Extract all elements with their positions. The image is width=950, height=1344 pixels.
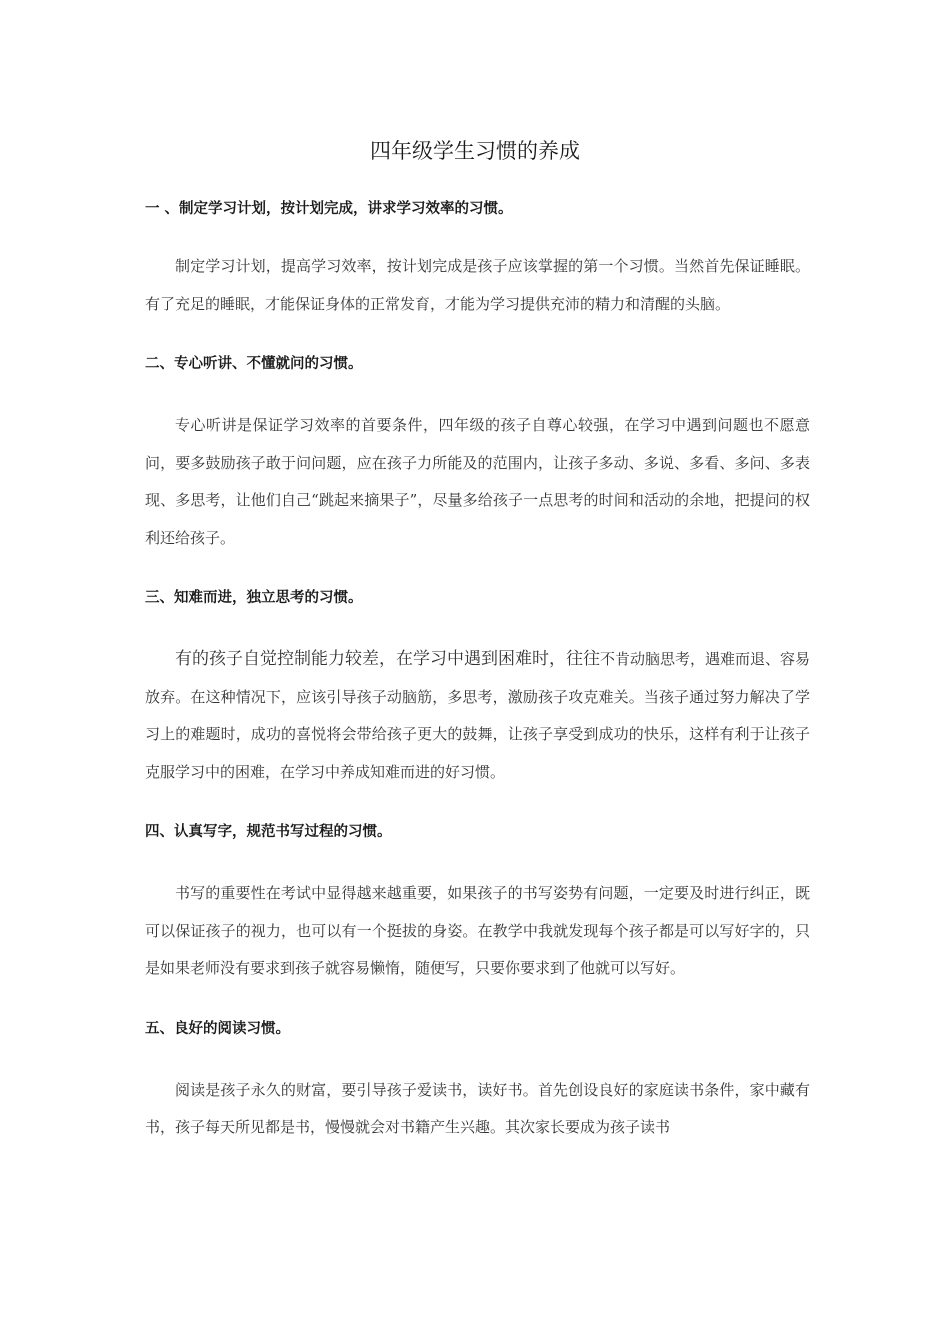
document-title: 四年级学生习惯的养成: [370, 139, 580, 163]
section-heading-1: 一 、制定学习计划，按计划完成，讲求学习效率的习惯。: [145, 201, 513, 217]
section-heading-5: 五、良好的阅读习惯。: [145, 1020, 290, 1037]
section-heading-3: 三、知难而进，独立思考的习惯。: [145, 590, 363, 606]
section-paragraph-3: [145, 641, 810, 791]
section-paragraph-3-lead: 有的孩子自觉控制能力较差，在学习中遇到困难时，往往: [175, 649, 600, 669]
section-paragraph-1: 制定学习计划，提高学习效率，按计划完成是孩子应该掌握的第一个习惯。当然首先保证睡眠。有了充足的睡眠，才能保证身体的正常发育，才能为学习提供充沛的精力和清醒的头脑。: [145, 257, 810, 313]
section-heading-4: 四、认真写字，规范书写过程的习惯。: [145, 824, 392, 840]
section-paragraph-2: 专心听讲是保证学习效率的首要条件，四年级的孩子自尊心较强，在学习中遇到问题也不愿意问，要多鼓励孩子敢于问问题，应在孩子力所能及的范围内，让孩子多动、多说、多看、多问、多表现、多思考，让他们自己“跳起来摘果子”，尽量多给孩子一点思考的时间和活动的余地，把提问的权利还给孩子。: [145, 416, 810, 547]
section-paragraph-3-rest: 不肯动脑思考，遇难而退、容易放弃。在这种情况下，应该引导孩子动脑筋，多思考，激励孩子攻克难关。当孩子通过努力解决了学习上的难题时，成功的喜悦将会带给孩子更大的鼓舞，让孩子享受到成功的快乐，这样有利于让孩子克服学习中的困难，在学习中养成知难而进的好习惯。: [145, 650, 811, 781]
section-heading-2: 二、专心听讲、不懂就问的习惯。: [145, 356, 363, 372]
section-paragraph-4: 书写的重要性在考试中显得越来越重要，如果孩子的书写姿势有问题，一定要及时进行纠正，既可以保证孩子的视力，也可以有一个挺拔的身姿。在教学中我就发现每个孩子都是可以写好字的，只是如果老师没有要求到孩子就容易懒惰，随便写，只要你要求到了他就可以写好。: [145, 884, 810, 977]
section-paragraph-5: 阅读是孩子永久的财富，要引导孩子爱读书，读好书。首先创设良好的家庭读书条件，家中藏有书，孩子每天所见都是书，慢慢就会对书籍产生兴趣。其次家长要成为孩子读书: [145, 1080, 810, 1136]
document-body: [145, 196, 810, 1147]
